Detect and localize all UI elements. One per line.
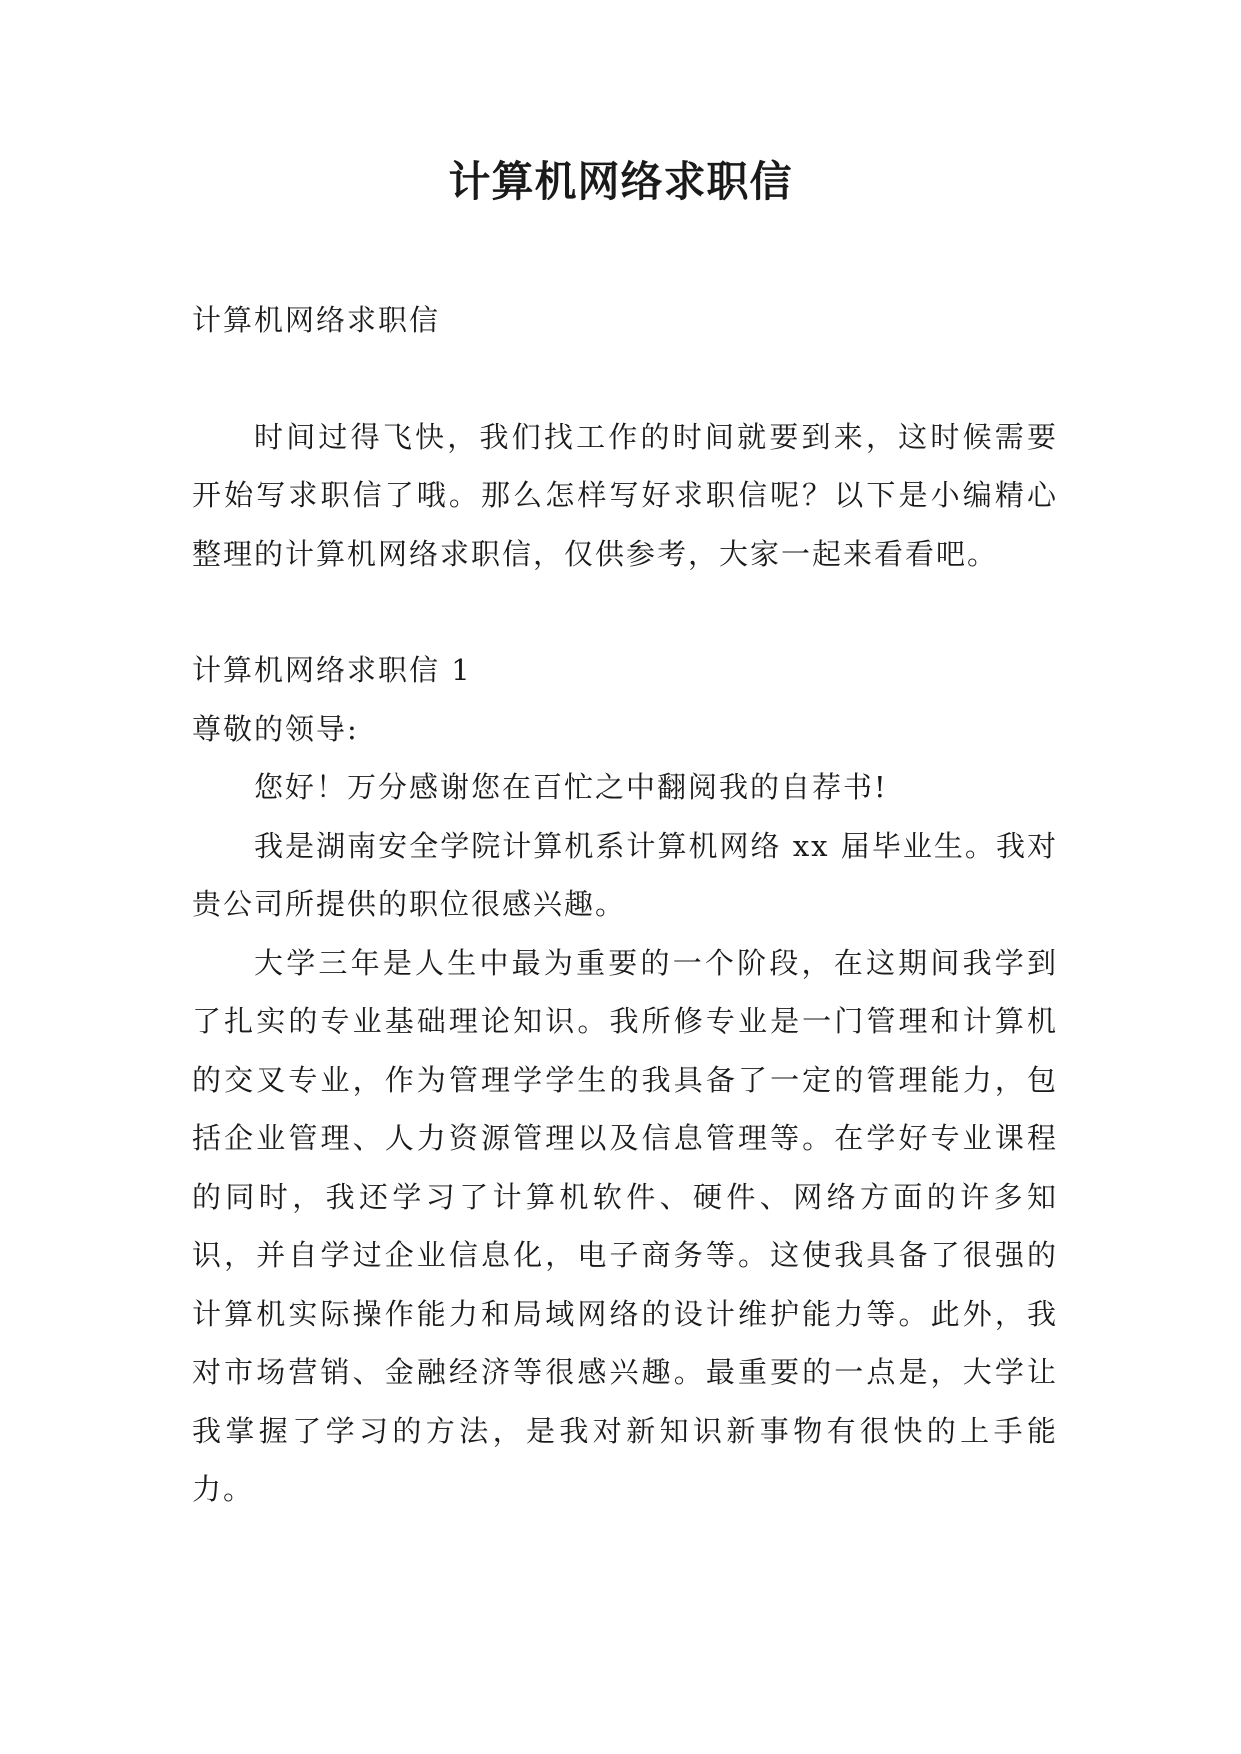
- document-body: [192, 291, 1058, 1519]
- education-paragraph: 大学三年是人生中最为重要的一个阶段，在这期间我学到了扎实的专业基础理论知识。我所修专业是一门管理和计算机的交叉专业，作为管理学学生的我具备了一定的管理能力，包括企业管理、人力资源管理以及信息管理等。在学好专业课程的同时，我还学习了计算机软件、硬件、网络方面的许多知识，并自学过企业信息化，电子商务等。这使我具备了很强的计算机实际操作能力和局域网络的设计维护能力等。此外，我对市场营销、金融经济等很感兴趣。最重要的一点是，大学让我掌握了学习的方法，是我对新知识新事物有很快的上手能力。: [192, 945, 1058, 1506]
- letter-heading: 计算机网络求职信 1: [192, 653, 472, 687]
- spacer: [192, 350, 1058, 408]
- greeting-paragraph: 您好！万分感谢您在百忙之中翻阅我的自荐书!: [254, 770, 888, 804]
- document-title: 计算机网络求职信: [448, 157, 793, 206]
- introduction-paragraph: 我是湖南安全学院计算机系计算机网络 xx 届毕业生。我对贵公司所提供的职位很感兴趣。: [192, 828, 1058, 921]
- document-subtitle: 计算机网络求职信: [192, 303, 441, 337]
- salutation: 尊敬的领导:: [192, 711, 359, 746]
- intro-paragraph: 时间过得飞快，我们找工作的时间就要到来，这时候需要开始写求职信了哦。那么怎样写好求职信呢？以下是小编精心整理的计算机网络求职信，仅供参考，大家一起来看看吧。: [192, 419, 1058, 571]
- spacer: [192, 583, 1058, 641]
